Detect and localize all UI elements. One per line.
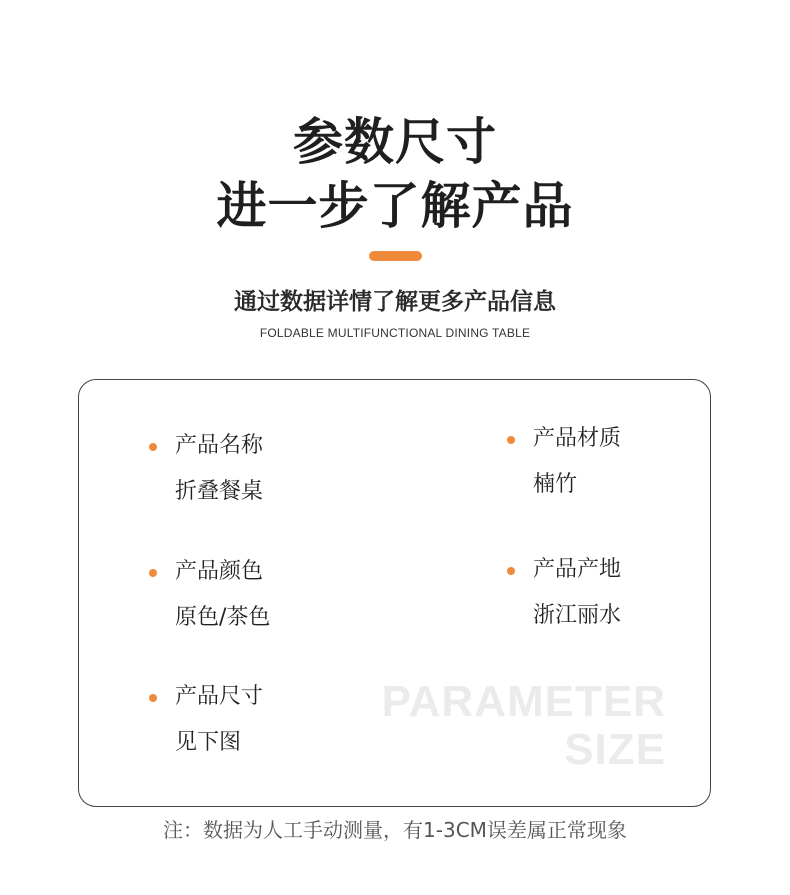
measurement-note: 注：数据为人工手动测量，有1-3CM误差属正常现象	[163, 818, 627, 842]
param-label: 产品颜色	[175, 559, 264, 584]
param-label: 产品名称	[175, 433, 264, 458]
param-value: 浙江丽水	[533, 603, 622, 628]
bullet-dot-icon	[149, 569, 157, 577]
param-label: 产品尺寸	[175, 684, 264, 709]
param-value: 原色/茶色	[175, 605, 271, 630]
accent-divider	[369, 251, 422, 261]
page-title: 参数尺寸	[293, 113, 497, 171]
watermark-size: SIZE	[564, 725, 666, 774]
section-subtitle: 通过数据详情了解更多产品信息	[234, 289, 556, 315]
bullet-dot-icon	[149, 694, 157, 702]
param-value: 楠竹	[533, 472, 578, 497]
page-subtitle-heading: 进一步了解产品	[216, 177, 574, 235]
bullet-dot-icon	[149, 443, 157, 451]
param-value: 见下图	[175, 730, 242, 755]
section-subtitle-english: FOLDABLE MULTIFUNCTIONAL DINING TABLE	[259, 326, 531, 340]
param-value: 折叠餐桌	[175, 479, 264, 504]
param-label: 产品产地	[533, 557, 622, 582]
bullet-dot-icon	[507, 436, 515, 444]
param-label: 产品材质	[533, 426, 622, 451]
watermark-parameter: PARAMETER	[381, 677, 666, 726]
bullet-dot-icon	[507, 567, 515, 575]
parameter-card	[78, 379, 711, 807]
